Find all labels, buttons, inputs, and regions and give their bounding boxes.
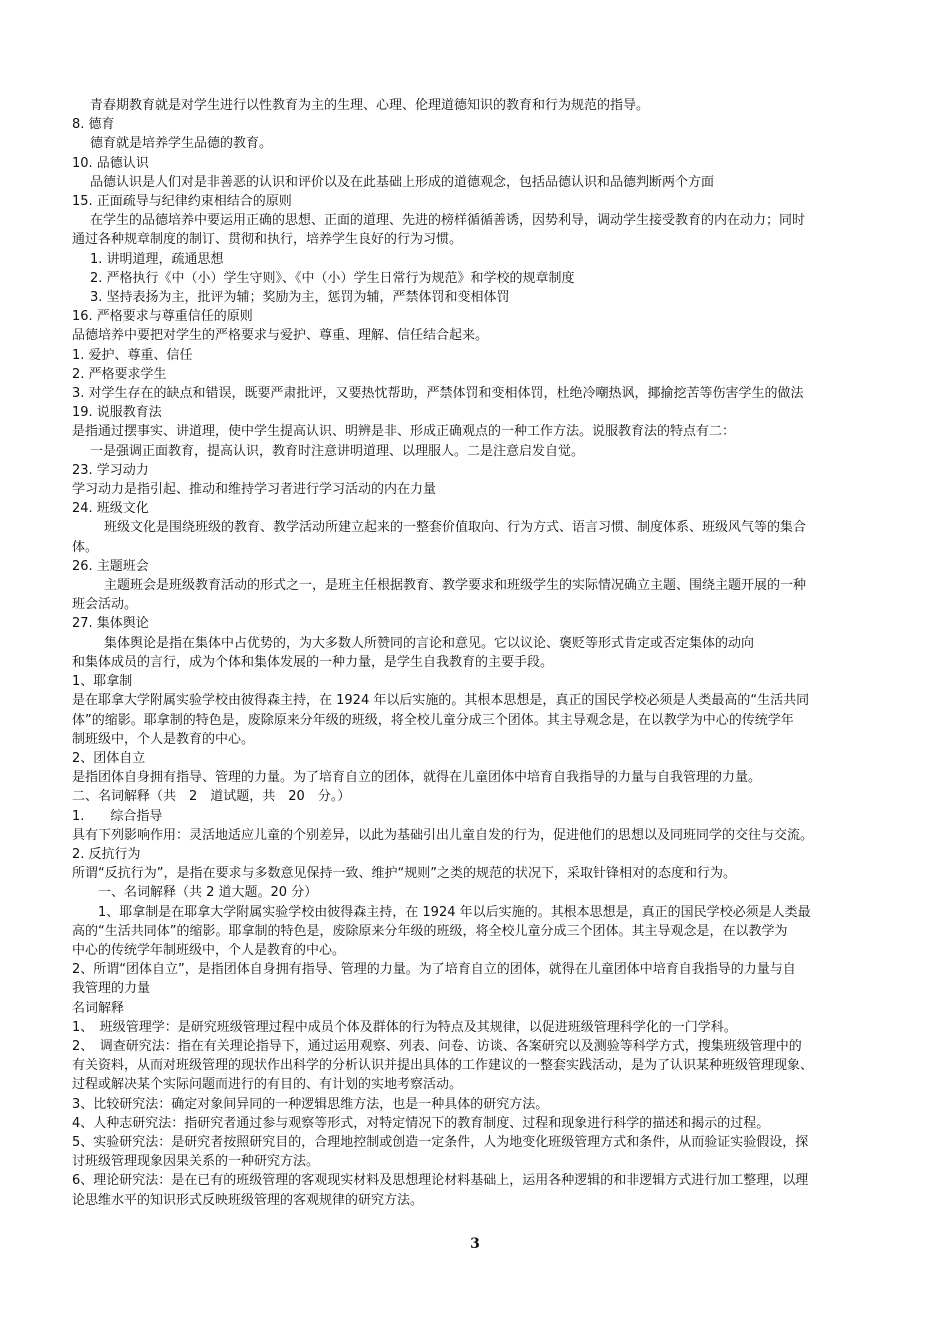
text-line: 体”的缩影。耶拿制的特色是，废除原来分年级的班级，将全校儿童分成三个团体。其主导观念是，在以教学为中心的传统学年 bbox=[72, 712, 794, 728]
text-line: 2. 严格要求学生 bbox=[72, 366, 167, 382]
text-line: 19. 说服教育法 bbox=[72, 405, 162, 421]
text-line: 和集体成员的言行，成为个体和集体发展的一种力量，是学生自我教育的主要手段。 bbox=[72, 654, 554, 670]
text-line: 27. 集体舆论 bbox=[72, 616, 149, 632]
text-line: 是指通过摆事实、讲道理，使中学生提高认识、明辨是非、形成正确观点的一种工作方法。说服教育法的特点有二： bbox=[72, 424, 736, 440]
page-number: 3 bbox=[470, 1236, 480, 1252]
text-line: 中心的传统学年制班级中，个人是教育的中心。 bbox=[72, 942, 346, 958]
document-body bbox=[72, 96, 882, 1210]
text-line: 是在耶拿大学附属实验学校由彼得森主持，在 1924 年以后实施的。其根本思想是，真正的国民学校必须是人类最高的“生活共同 bbox=[72, 693, 810, 709]
text-line: 讨班级管理现象因果关系的一种研究方法。 bbox=[72, 1154, 320, 1170]
text-line: 3. 对学生存在的缺点和错误，既要严肃批评，又要热忱帮助，严禁体罚和变相体罚，杜绝冷嘲热讽，揶揄挖苦等伤害学生的做法 bbox=[72, 386, 804, 402]
text-line: 1、 班级管理学：是研究班级管理过程中成员个体及群体的行为特点及其规律，以促进班级管理科学化的一门学科。 bbox=[72, 1019, 737, 1035]
text-line: 2. 反抗行为 bbox=[72, 846, 141, 862]
text-line: 是指团体自身拥有指导、管理的力量。为了培育自立的团体，就得在儿童团体中培育自我指导的力量与自我管理的力量。 bbox=[72, 770, 762, 786]
text-line: 制班级中，个人是教育的中心。 bbox=[72, 731, 255, 747]
text-line: 3、比较研究法：确定对象间异同的一种逻辑思维方法，也是一种具体的研究方法。 bbox=[72, 1096, 549, 1112]
text-line: 10. 品德认识 bbox=[72, 155, 149, 171]
text-line: 5、实验研究法：是研究者按照研究目的，合理地控制或创造一定条件，人为地变化班级管理方式和条件，从而验证实验假设，探 bbox=[72, 1134, 809, 1150]
text-line: 一、名词解释（共 2 道大题。20 分） bbox=[72, 885, 318, 901]
text-line: 在学生的品德培养中要运用正确的思想、正面的道理、先进的榜样循循善诱，因势利导，调动学生接受教育的内在动力；同时 bbox=[90, 213, 806, 229]
text-line: 二、名词解释（共 2 道试题，共 20 分。） bbox=[72, 789, 351, 805]
text-line: 所谓“反抗行为”，是指在要求与多数意见保持一致、维护“规则”之类的规范的状况下，采取针锋相对的态度和行为。 bbox=[72, 866, 736, 882]
text-line: 4、人种志研究法：指研究者通过参与观察等形式，对特定情况下的教育制度、过程和现象进行科学的描述和揭示的过程。 bbox=[72, 1115, 770, 1131]
text-line: 论思维水平的知识形式反映班级管理的客观规律的研究方法。 bbox=[72, 1192, 424, 1208]
text-line: 1、耶拿制 bbox=[72, 674, 133, 690]
text-line: 名词解释 bbox=[72, 1000, 125, 1016]
text-line: 2、所谓“团体自立”，是指团体自身拥有指导、管理的力量。为了培育自立的团体，就得在儿童团体中培育自我指导的力量与自 bbox=[72, 962, 796, 978]
text-line: 有关资料，从而对班级管理的现状作出科学的分析认识并提出具体的工作建议的一整套实践活动，是为了认识某种班级管理现象、 bbox=[72, 1058, 814, 1074]
text-line: 23. 学习动力 bbox=[72, 462, 149, 478]
text-line: 2. 严格执行《中（小）学生守则》、《中（小）学生日常行为规范》和学校的规章制度 bbox=[90, 270, 575, 286]
text-line: 具有下列影响作用：灵活地适应儿童的个别差异，以此为基础引出儿童自发的行为，促进他们的思想以及同班同学的交往与交流。 bbox=[72, 827, 814, 843]
text-line: 班会活动。 bbox=[72, 597, 138, 613]
text-line: 15. 正面疏导与纪律约束相结合的原则 bbox=[72, 194, 292, 210]
text-line: 1、耶拿制是在耶拿大学附属实验学校由彼得森主持，在 1924 年以后实施的。其根本思想是，真正的国民学校必须是人类最 bbox=[72, 904, 811, 920]
text-line: 青春期教育就是对学生进行以性教育为主的生理、心理、伦理道德知识的教育和行为规范的指导。 bbox=[90, 98, 650, 113]
text-line: 品德认识是人们对是非善恶的认识和评价以及在此基础上形成的道德观念，包括品德认识和品德判断两个方面 bbox=[90, 174, 715, 190]
text-line: 体。 bbox=[72, 539, 99, 555]
text-line: 2、 调查研究法：指在有关理论指导下，通过运用观察、列表、问卷、访谈、各案研究以及测验等科学方式，搜集班级管理中的 bbox=[72, 1038, 802, 1054]
text-line: 16. 严格要求与尊重信任的原则 bbox=[72, 309, 253, 325]
text-line: 1. 讲明道理，疏通思想 bbox=[90, 251, 224, 267]
text-line: 学习动力是指引起、推动和维持学习者进行学习活动的内在力量 bbox=[72, 482, 437, 498]
text-line: 6、理论研究法：是在已有的班级管理的客观现实材料及思想理论材料基础上，运用各种逻辑的和非逻辑方式进行加工整理，以理 bbox=[72, 1173, 809, 1189]
text-line: 2、团体自立 bbox=[72, 750, 146, 766]
text-line: 26. 主题班会 bbox=[72, 558, 149, 574]
text-line: 我管理的力量 bbox=[72, 981, 151, 997]
text-line: 品德培养中要把对学生的严格要求与爱护、尊重、理解、信任结合起来。 bbox=[72, 328, 489, 344]
text-line: 过程或解决某个实际问题而进行的有目的、有计划的实地考察活动。 bbox=[72, 1077, 463, 1093]
text-line: 8. 德育 bbox=[72, 117, 115, 133]
text-line: 一是强调正面教育，提高认识，教育时注意讲明道理、以理服人。二是注意启发自觉。 bbox=[90, 443, 585, 459]
text-line: 主题班会是班级教育活动的形式之一，是班主任根据教育、教学要求和班级学生的实际情况确立主题、围绕主题开展的一种 bbox=[104, 578, 807, 594]
text-line: 1. 爱护、尊重、信任 bbox=[72, 347, 193, 363]
text-line: 通过各种规章制度的制订、贯彻和执行，培养学生良好的行为习惯。 bbox=[72, 232, 463, 248]
text-line: 3. 坚持表扬为主，批评为辅；奖励为主，惩罚为辅，严禁体罚和变相体罚 bbox=[90, 290, 510, 306]
text-line: 24. 班级文化 bbox=[72, 501, 149, 517]
text-line: 班级文化是围绕班级的教育、教学活动所建立起来的一整套价值取向、行为方式、语言习惯、制度体系、班级风气等的集合 bbox=[104, 520, 807, 536]
text-line: 高的“生活共同体”的缩影。耶拿制的特色是，废除原来分年级的班级，将全校儿童分成三个团体。其主导观念是，在以教学为 bbox=[72, 923, 788, 939]
text-line: 德育就是培养学生品德的教育。 bbox=[90, 136, 273, 152]
text-line: 1. 综合指导 bbox=[72, 808, 163, 824]
text-line: 集体舆论是指在集体中占优势的，为大多数人所赞同的言论和意见。它以议论、褒贬等形式肯定或否定集体的动向 bbox=[104, 635, 755, 651]
